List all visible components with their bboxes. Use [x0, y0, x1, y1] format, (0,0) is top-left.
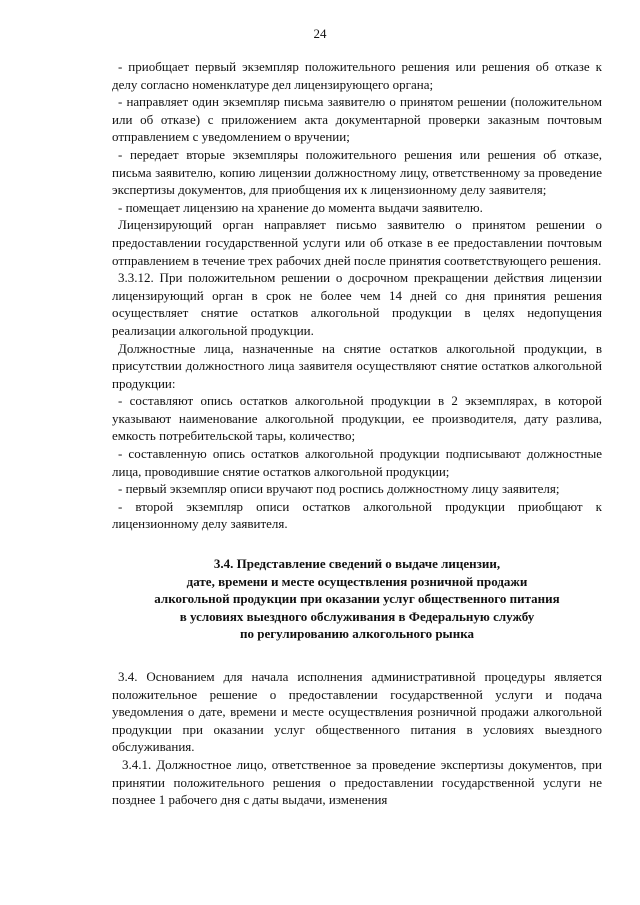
paragraph: - второй экземпляр описи остатков алкогольной продукции приобщают к лицензионному делу заявителя. — [112, 498, 602, 532]
section-heading — [112, 555, 602, 643]
paragraph: - составленную опись остатков алкогольной продукции подписывают должностные лица, проводившие снятие остатков алкогольной продукции; — [112, 446, 602, 479]
page-number: 24 — [313, 26, 327, 41]
paragraph: 3.4. Основанием для начала исполнения административной процедуры является положительное решение о предоставлении государственной услуги и подача уведомления о дате, времени и месте осуществления розничной продажи алкогольной продукции при оказании услуг общественного питания в условиях выездного обслуживания. — [112, 669, 602, 755]
paragraph: Лицензирующий орган направляет письмо заявителю о принятом решении о предоставлении государственной услуги или об отказе в ее предоставлении почтовым отправлением в течение трех рабочих дней после принятия соответствующего решения. — [112, 217, 602, 268]
heading-line: алкогольной продукции при оказании услуг общественного питания — [154, 591, 560, 607]
paragraph: - помещает лицензию на хранение до момента выдачи заявителю. — [118, 199, 483, 215]
page-content — [112, 58, 602, 809]
heading-line: в условиях выездного обслуживания в Федеральную службу — [179, 608, 535, 624]
paragraph: - направляет один экземпляр письма заявителю о принятом решении (положительном или об отказе) с приложением акта документарной проверки заказным почтовым отправлением с уведомлением о вручении; — [112, 94, 602, 145]
paragraph: - первый экземпляр описи вручают под роспись должностному лицу заявителя; — [118, 481, 560, 497]
paragraph: 3.3.12. При положительном решении о досрочном прекращении действия лицензии лицензирующий орган в срок не более чем 14 дней со дня принятия решения осуществляет снятие остатков алкогольной продукции в целях недопущения реализации алкогольной продукции. — [112, 270, 602, 338]
heading-line: по регулированию алкогольного рынка — [240, 626, 474, 642]
paragraph: Должностные лица, назначенные на снятие остатков алкогольной продукции, в присутствии должностного лица заявителя осуществляют снятие остатков алкогольной продукции: — [112, 340, 602, 391]
paragraph: - передает вторые экземпляры положительного решения или решения об отказе, письма заявителю, копию лицензии должностному лицу, ответственному за проведение экспертизы документов, для приобщения их к лицензионному делу заявителя; — [112, 146, 602, 198]
paragraph: 3.4.1. Должностное лицо, ответственное за проведение экспертизы документов, при принятии положительного решения о предоставлении государственной услуги не позднее 1 рабочего дня с даты выдачи, изменения — [112, 756, 602, 808]
paragraph: - составляют опись остатков алкогольной продукции в 2 экземплярах, в которой указывают наименование алкогольной продукции, ее производителя, дату разлива, емкость потребительской тары, количество; — [112, 393, 602, 444]
heading-line: дате, времени и месте осуществления розничной продажи — [186, 573, 528, 589]
heading-line: 3.4. Представление сведений о выдаче лицензии, — [213, 556, 501, 572]
paragraph: - приобщает первый экземпляр положительного решения или решения об отказе к делу согласно номенклатуре дел лицензирующего органа; — [112, 59, 602, 92]
